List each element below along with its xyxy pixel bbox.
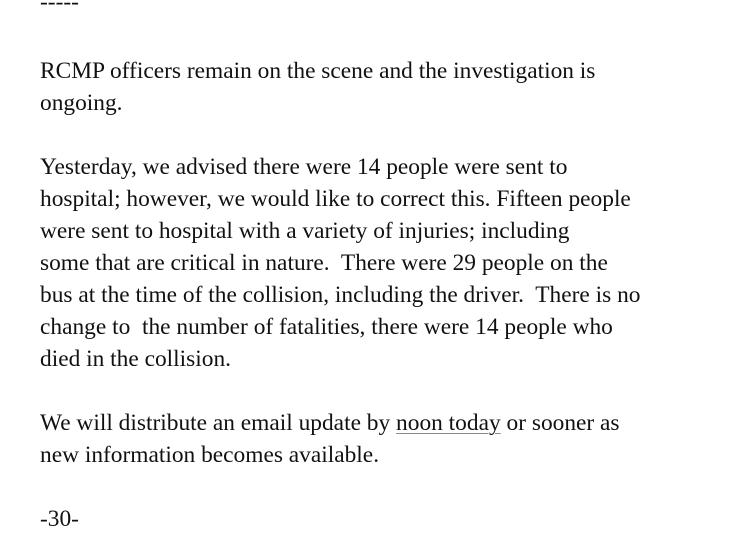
noon-today-link[interactable]: noon today bbox=[396, 410, 501, 436]
text-segment: or sooner as bbox=[500, 410, 620, 436]
text-line: ongoing. bbox=[40, 90, 123, 116]
separator-top: ----- bbox=[40, 0, 79, 15]
text-line bbox=[40, 407, 620, 439]
text-line: RCMP officers remain on the scene and the investigation is bbox=[40, 58, 596, 84]
text-line: new information becomes available. bbox=[40, 442, 380, 468]
end-mark: -30- bbox=[40, 506, 79, 532]
text-line: change to the number of fatalities, there were 14 people who bbox=[40, 314, 613, 340]
text-line: were sent to hospital with a variety of injuries; including bbox=[40, 218, 570, 244]
text-line: some that are critical in nature. There were 29 people on the bbox=[40, 250, 608, 276]
text-segment: We will distribute an email update by bbox=[40, 410, 397, 436]
text-line: hospital; however, we would like to correct this. Fifteen people bbox=[40, 186, 631, 212]
text-line: bus at the time of the collision, including the driver. There is no bbox=[40, 282, 641, 308]
text-line: died in the collision. bbox=[40, 346, 231, 372]
text-line: Yesterday, we advised there were 14 people were sent to bbox=[40, 154, 568, 180]
